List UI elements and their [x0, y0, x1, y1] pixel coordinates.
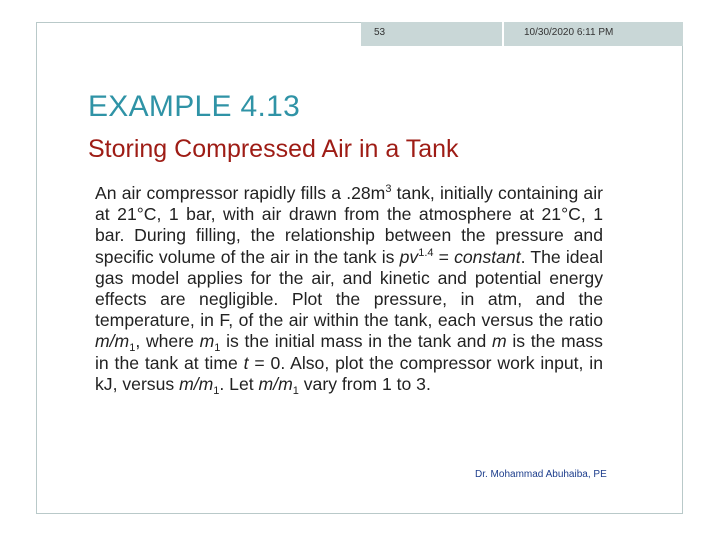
text-run: vary from 1 to 3. [298, 373, 431, 394]
italic-run: m [199, 331, 215, 352]
text-run: . The ideal gas model applies for the air, and kinetic and potential energy effects are negligible. Plot the pressure, in atm, and the temperature, in F, of the air within the tank, each versus the ratio [95, 246, 603, 331]
superscript: 3 [385, 183, 392, 195]
header-divider [502, 22, 504, 46]
text-run: is the mass in the tank at time [95, 331, 603, 373]
text-run: = 0. Also, plot the compressor work input, in kJ, versus [95, 352, 603, 394]
slide-number: 53 [374, 27, 386, 38]
slide-datetime: 10/30/2020 6:11 PM [524, 27, 614, 38]
text-run: . Let [219, 373, 259, 394]
subscript: 1 [214, 342, 221, 355]
subscript: 1 [292, 384, 299, 397]
header-bar [361, 22, 683, 46]
slide-title: EXAMPLE 4.13 [88, 90, 301, 123]
italic-run: m/m [95, 331, 130, 352]
text-run: An air compressor rapidly fills a .28m [95, 183, 386, 203]
superscript: 1.4 [418, 246, 434, 259]
italic-run: m [491, 331, 507, 352]
author-footer: Dr. Mohammad Abuhaiba, PE [475, 469, 607, 480]
text-run: tank, initially containing air at 21°C, 1 bar, with air drawn from the atmosphere at 21°C, 1 bar. During filling, the relationship between the pressure and specific volume of the air in the tank is [95, 183, 603, 267]
subscript: 1 [213, 384, 220, 397]
italic-run: t [243, 352, 249, 373]
text-run: is the initial mass in the tank and [220, 331, 492, 352]
italic-run: m/m [179, 373, 214, 394]
italic-run: pv [399, 246, 419, 267]
text-run: , where [135, 331, 200, 352]
slide-subtitle: Storing Compressed Air in a Tank [88, 135, 459, 163]
italic-run: constant [454, 246, 521, 267]
text-run: = [433, 246, 455, 267]
problem-statement [95, 183, 603, 395]
italic-run: m/m [258, 373, 293, 394]
subscript: 1 [129, 342, 136, 355]
